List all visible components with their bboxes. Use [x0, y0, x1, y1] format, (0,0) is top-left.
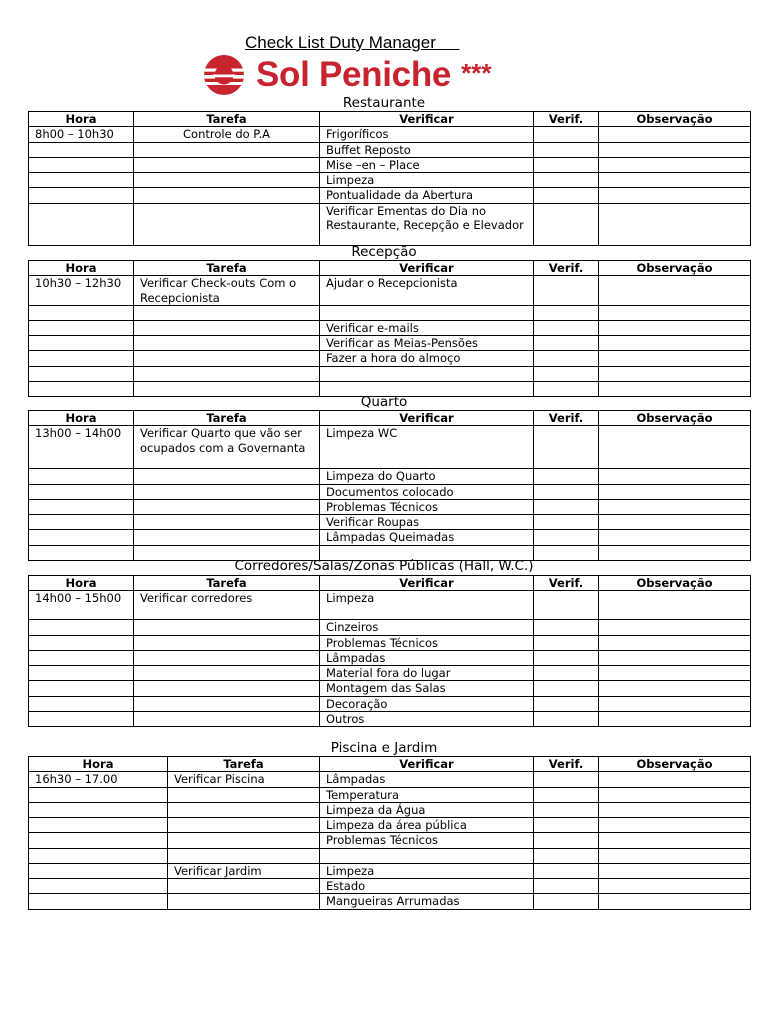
observacao-cell — [599, 681, 751, 696]
observacao-cell — [599, 802, 751, 817]
column-header-tarefa: Tarefa — [168, 757, 320, 772]
hora-cell — [29, 320, 134, 335]
verificar-cell: Limpeza do Quarto — [320, 469, 534, 484]
table-row — [29, 320, 751, 335]
hora-cell — [29, 894, 168, 909]
tarefa-cell: Verificar corredores — [134, 591, 320, 620]
verificar-cell: Limpeza — [320, 863, 534, 878]
verificar-cell: Mangueiras Arrumadas — [320, 894, 534, 909]
hora-cell: 10h30 – 12h30 — [29, 276, 134, 306]
verificar-cell: Outros — [320, 712, 534, 727]
table-row — [29, 863, 751, 878]
verif-cell — [534, 499, 599, 514]
column-header-verif: Verif. — [534, 757, 599, 772]
verificar-cell — [320, 305, 534, 320]
verificar-cell: Problemas Técnicos — [320, 635, 534, 650]
tarefa-cell — [168, 848, 320, 863]
verif-cell — [534, 818, 599, 833]
observacao-cell — [599, 530, 751, 545]
verificar-cell: Pontualidade da Abertura — [320, 188, 534, 203]
table-row — [29, 620, 751, 635]
section-title: Restaurante — [342, 95, 426, 111]
verificar-cell: Montagem das Salas — [320, 681, 534, 696]
tarefa-cell: Verificar Jardim — [168, 863, 320, 878]
verificar-cell — [320, 366, 534, 381]
observacao-cell — [599, 351, 751, 366]
table-row — [29, 635, 751, 650]
hora-cell — [29, 157, 134, 172]
observacao-cell — [599, 650, 751, 665]
tarefa-cell: Verificar Quarto que vão ser ocupados com a Governanta — [134, 426, 320, 469]
observacao-cell — [599, 203, 751, 245]
column-header-observacao: Observação — [599, 261, 751, 276]
verif-cell — [534, 650, 599, 665]
column-header-hora: Hora — [29, 576, 134, 591]
column-header-tarefa: Tarefa — [134, 576, 320, 591]
observacao-cell — [599, 276, 751, 306]
verificar-cell: Decoração — [320, 696, 534, 711]
tarefa-cell — [134, 499, 320, 514]
checklist-table — [28, 756, 751, 910]
verificar-cell: Material fora do lugar — [320, 666, 534, 681]
verificar-cell: Limpeza — [320, 173, 534, 188]
hora-cell — [29, 305, 134, 320]
verificar-cell: Documentos colocado — [320, 484, 534, 499]
observacao-cell — [599, 863, 751, 878]
hora-cell — [29, 787, 168, 802]
column-header-tarefa: Tarefa — [134, 261, 320, 276]
verif-cell — [534, 305, 599, 320]
column-header-verificar: Verificar — [320, 757, 534, 772]
tarefa-cell — [134, 515, 320, 530]
hora-cell — [29, 802, 168, 817]
hora-cell — [29, 863, 168, 878]
verificar-cell: Limpeza da Água — [320, 802, 534, 817]
hora-cell — [29, 484, 134, 499]
tarefa-cell — [168, 802, 320, 817]
observacao-cell — [599, 848, 751, 863]
column-header-observacao: Observação — [599, 757, 751, 772]
table-row — [29, 305, 751, 320]
hora-cell — [29, 650, 134, 665]
tarefa-cell — [134, 203, 320, 245]
verif-cell — [534, 863, 599, 878]
verif-cell — [534, 127, 599, 142]
verif-cell — [534, 787, 599, 802]
column-header-verif: Verif. — [534, 411, 599, 426]
column-header-tarefa: Tarefa — [134, 112, 320, 127]
verif-cell — [534, 203, 599, 245]
table-row — [29, 351, 751, 366]
observacao-cell — [599, 833, 751, 848]
column-header-hora: Hora — [29, 112, 134, 127]
table-header-row — [29, 757, 751, 772]
table-header-row — [29, 576, 751, 591]
verificar-cell: Problemas Técnicos — [320, 833, 534, 848]
tarefa-cell — [134, 469, 320, 484]
verif-cell — [534, 366, 599, 381]
observacao-cell — [599, 173, 751, 188]
tarefa-cell — [134, 305, 320, 320]
observacao-cell — [599, 366, 751, 381]
verif-cell — [534, 666, 599, 681]
section-title: Piscina e Jardim — [330, 740, 438, 756]
hora-cell — [29, 366, 134, 381]
sol-peniche-logo — [200, 54, 491, 96]
table-row — [29, 802, 751, 817]
tarefa-cell: Controle do P.A — [134, 127, 320, 142]
table-row — [29, 650, 751, 665]
verif-cell — [534, 336, 599, 351]
verif-cell — [534, 351, 599, 366]
observacao-cell — [599, 591, 751, 620]
tarefa-cell — [134, 157, 320, 172]
observacao-cell — [599, 127, 751, 142]
table-row — [29, 772, 751, 787]
hora-cell — [29, 469, 134, 484]
verif-cell — [534, 276, 599, 306]
table-row — [29, 515, 751, 530]
column-header-hora: Hora — [29, 757, 168, 772]
hora-cell — [29, 879, 168, 894]
verif-cell — [534, 620, 599, 635]
column-header-observacao: Observação — [599, 112, 751, 127]
table-row — [29, 469, 751, 484]
hora-cell — [29, 696, 134, 711]
checklist-table — [28, 575, 751, 727]
hora-cell: 14h00 – 15h00 — [29, 591, 134, 620]
tarefa-cell — [134, 173, 320, 188]
checklist-table — [28, 111, 751, 246]
table-header-row — [29, 411, 751, 426]
observacao-cell — [599, 772, 751, 787]
observacao-cell — [599, 336, 751, 351]
column-header-verificar: Verificar — [320, 576, 534, 591]
observacao-cell — [599, 666, 751, 681]
column-header-observacao: Observação — [599, 411, 751, 426]
logo-name: Sol Peniche — [256, 55, 452, 94]
hora-cell — [29, 515, 134, 530]
verif-cell — [534, 802, 599, 817]
column-header-observacao: Observação — [599, 576, 751, 591]
table-row — [29, 894, 751, 909]
verificar-cell: Verificar Roupas — [320, 515, 534, 530]
verif-cell — [534, 833, 599, 848]
verif-cell — [534, 188, 599, 203]
observacao-cell — [599, 818, 751, 833]
column-header-verificar: Verificar — [320, 261, 534, 276]
hora-cell — [29, 712, 134, 727]
table-row — [29, 276, 751, 306]
column-header-tarefa: Tarefa — [134, 411, 320, 426]
table-row — [29, 833, 751, 848]
hora-cell — [29, 818, 168, 833]
verificar-cell — [320, 848, 534, 863]
table-row — [29, 426, 751, 469]
tarefa-cell — [134, 530, 320, 545]
verificar-cell: Fazer a hora do almoço — [320, 351, 534, 366]
column-header-verificar: Verificar — [320, 411, 534, 426]
table-row — [29, 173, 751, 188]
table-row — [29, 666, 751, 681]
verif-cell — [534, 530, 599, 545]
hora-cell — [29, 666, 134, 681]
observacao-cell — [599, 426, 751, 469]
verificar-cell: Lâmpadas Queimadas — [320, 530, 534, 545]
hora-cell: 13h00 – 14h00 — [29, 426, 134, 469]
verificar-cell: Lâmpadas — [320, 772, 534, 787]
table-row — [29, 142, 751, 157]
verificar-cell: Estado — [320, 879, 534, 894]
verificar-cell: Mise –en – Place — [320, 157, 534, 172]
tarefa-cell — [134, 320, 320, 335]
hora-cell — [29, 203, 134, 245]
table-header-row — [29, 112, 751, 127]
verificar-cell: Limpeza — [320, 591, 534, 620]
table-row — [29, 336, 751, 351]
tarefa-cell — [134, 366, 320, 381]
verif-cell — [534, 681, 599, 696]
observacao-cell — [599, 515, 751, 530]
observacao-cell — [599, 879, 751, 894]
checklist-table — [28, 410, 751, 561]
verif-cell — [534, 173, 599, 188]
hora-cell — [29, 620, 134, 635]
observacao-cell — [599, 696, 751, 711]
table-row — [29, 127, 751, 142]
column-header-verif: Verif. — [534, 576, 599, 591]
tarefa-cell — [134, 620, 320, 635]
tarefa-cell — [168, 894, 320, 909]
observacao-cell — [599, 142, 751, 157]
verificar-cell: Problemas Técnicos — [320, 499, 534, 514]
table-row — [29, 848, 751, 863]
document-title: Check List Duty Manager — [245, 33, 460, 52]
verificar-cell: Verificar Ementas do Dia no Restaurante, Recepção e Elevador — [320, 203, 534, 245]
verif-cell — [534, 696, 599, 711]
verif-cell — [534, 320, 599, 335]
column-header-verif: Verif. — [534, 261, 599, 276]
hora-cell — [29, 336, 134, 351]
observacao-cell — [599, 188, 751, 203]
tarefa-cell — [134, 188, 320, 203]
observacao-cell — [599, 620, 751, 635]
hora-cell — [29, 833, 168, 848]
observacao-cell — [599, 499, 751, 514]
column-header-hora: Hora — [29, 411, 134, 426]
observacao-cell — [599, 787, 751, 802]
table-row — [29, 591, 751, 620]
verificar-cell: Limpeza WC — [320, 426, 534, 469]
hora-cell — [29, 530, 134, 545]
hora-cell — [29, 848, 168, 863]
tarefa-cell — [134, 635, 320, 650]
table-row — [29, 499, 751, 514]
sun-waves-icon — [200, 54, 248, 96]
column-header-verif: Verif. — [534, 112, 599, 127]
verif-cell — [534, 469, 599, 484]
hora-cell — [29, 499, 134, 514]
tarefa-cell — [134, 351, 320, 366]
verificar-cell: Limpeza da área pública — [320, 818, 534, 833]
verif-cell — [534, 157, 599, 172]
section-title: Corredores/Salas/Zonas Públicas (Hall, W.C.) — [234, 558, 534, 574]
tarefa-cell — [134, 484, 320, 499]
column-header-verificar: Verificar — [320, 112, 534, 127]
section-title: Recepção — [351, 244, 417, 260]
table-row — [29, 157, 751, 172]
column-header-hora: Hora — [29, 261, 134, 276]
table-header-row — [29, 261, 751, 276]
table-row — [29, 818, 751, 833]
checklist-table — [28, 260, 751, 397]
logo-stars: *** — [461, 58, 492, 88]
hora-cell — [29, 173, 134, 188]
tarefa-cell — [168, 787, 320, 802]
verif-cell — [534, 142, 599, 157]
observacao-cell — [599, 469, 751, 484]
table-row — [29, 530, 751, 545]
observacao-cell — [599, 635, 751, 650]
verif-cell — [534, 879, 599, 894]
tarefa-cell — [168, 879, 320, 894]
verificar-cell: Lâmpadas — [320, 650, 534, 665]
verificar-cell: Cinzeiros — [320, 620, 534, 635]
observacao-cell — [599, 894, 751, 909]
tarefa-cell — [134, 696, 320, 711]
tarefa-cell — [134, 681, 320, 696]
hora-cell: 16h30 – 17.00 — [29, 772, 168, 787]
verif-cell — [534, 591, 599, 620]
table-row — [29, 787, 751, 802]
verificar-cell: Verificar e-mails — [320, 320, 534, 335]
table-row — [29, 188, 751, 203]
hora-cell — [29, 142, 134, 157]
verificar-cell: Temperatura — [320, 787, 534, 802]
verif-cell — [534, 772, 599, 787]
table-row — [29, 681, 751, 696]
table-row — [29, 203, 751, 245]
verif-cell — [534, 515, 599, 530]
table-row — [29, 696, 751, 711]
tarefa-cell — [134, 666, 320, 681]
tarefa-cell — [134, 336, 320, 351]
verif-cell — [534, 635, 599, 650]
observacao-cell — [599, 157, 751, 172]
hora-cell — [29, 635, 134, 650]
hora-cell: 8h00 – 10h30 — [29, 127, 134, 142]
verif-cell — [534, 484, 599, 499]
tarefa-cell — [134, 142, 320, 157]
tarefa-cell — [134, 712, 320, 727]
verificar-cell: Ajudar o Recepcionista — [320, 276, 534, 306]
table-row — [29, 366, 751, 381]
tarefa-cell: Verificar Check-outs Com o Recepcionista — [134, 276, 320, 306]
hora-cell — [29, 681, 134, 696]
observacao-cell — [599, 712, 751, 727]
verif-cell — [534, 712, 599, 727]
table-row — [29, 879, 751, 894]
tarefa-cell — [168, 818, 320, 833]
tarefa-cell — [168, 833, 320, 848]
tarefa-cell: Verificar Piscina — [168, 772, 320, 787]
verif-cell — [534, 894, 599, 909]
verificar-cell: Verificar as Meias-Pensões — [320, 336, 534, 351]
verificar-cell: Frigoríficos — [320, 127, 534, 142]
verif-cell — [534, 848, 599, 863]
table-row — [29, 484, 751, 499]
verificar-cell: Buffet Reposto — [320, 142, 534, 157]
table-row — [29, 712, 751, 727]
observacao-cell — [599, 320, 751, 335]
observacao-cell — [599, 484, 751, 499]
tarefa-cell — [134, 650, 320, 665]
section-title: Quarto — [360, 394, 408, 410]
hora-cell — [29, 351, 134, 366]
verif-cell — [534, 426, 599, 469]
hora-cell — [29, 188, 134, 203]
observacao-cell — [599, 305, 751, 320]
